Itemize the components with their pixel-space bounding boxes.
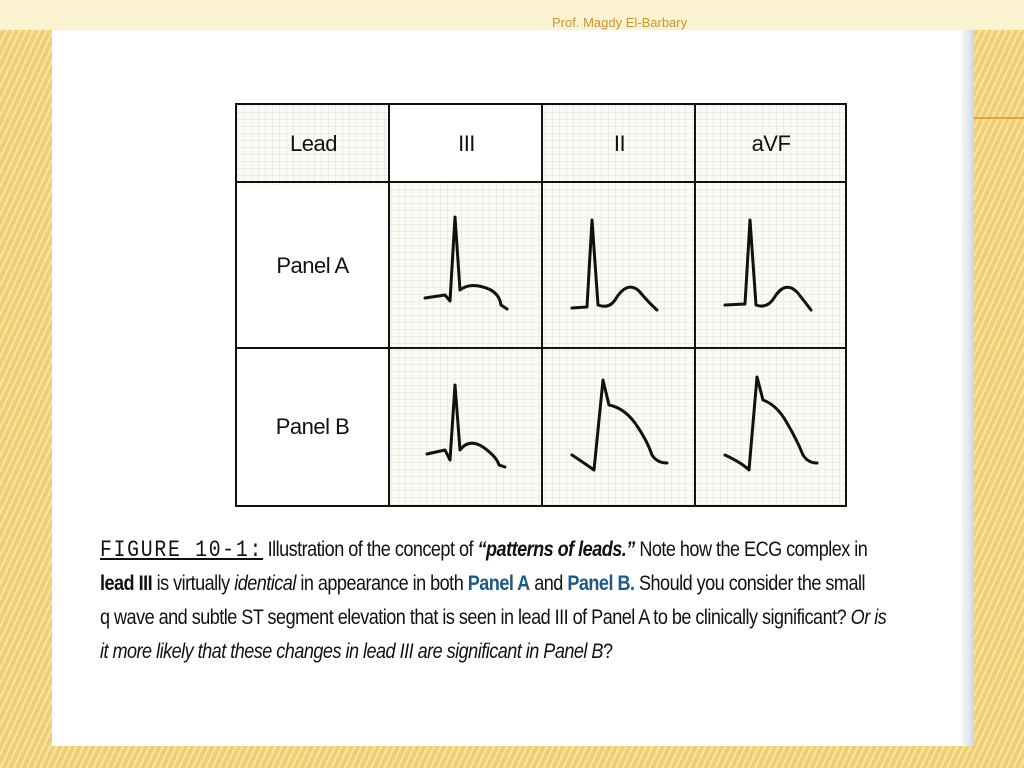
- caption-italic: identical: [234, 572, 296, 595]
- caption-emphasis: “patterns of leads.”: [477, 538, 635, 561]
- row-label-panel-a: Panel A: [237, 185, 388, 347]
- accent-line: [972, 117, 1024, 119]
- figure-label: FIGURE 10-1:: [100, 537, 264, 563]
- caption-text: is virtually: [156, 572, 230, 595]
- scan-page-edge: [962, 30, 974, 746]
- ecg-waveform-panel-b-ii: [572, 380, 667, 470]
- caption-text: Should you consider the small: [638, 572, 865, 595]
- ecg-pattern-table: [235, 103, 847, 507]
- caption-italic: Or is: [850, 606, 887, 629]
- header-lead-ii: II: [613, 131, 626, 156]
- caption-line-1: [100, 533, 868, 567]
- caption-panel-a: Panel A: [467, 572, 530, 595]
- header-lead-iii: III: [390, 105, 543, 183]
- caption-text: q wave and subtle ST segment elevation that is seen in lead III of Panel A to be clinically significant?: [100, 606, 847, 629]
- header-lead-avf: aVF: [751, 131, 791, 156]
- caption-bold-lead: lead III: [100, 572, 153, 595]
- row-label-panel-b: Panel B: [237, 349, 388, 505]
- figure-caption: [100, 533, 887, 669]
- caption-line-2: [100, 567, 865, 601]
- caption-line-3: [100, 601, 887, 635]
- slide-background-top: [0, 0, 1024, 30]
- ecg-waveforms: [237, 105, 845, 505]
- ecg-waveform-panel-a-iii: [425, 217, 507, 309]
- ecg-waveform-panel-b-avf: [725, 377, 817, 470]
- caption-text: Note how the ECG complex in: [639, 538, 868, 561]
- header-lead: Lead: [290, 131, 337, 156]
- caption-italic: it more likely that these changes in lead III are significant in Panel B: [100, 640, 603, 663]
- caption-panel-b: Panel B.: [567, 572, 635, 595]
- caption-text: and: [534, 572, 563, 595]
- caption-text: ?: [602, 640, 613, 663]
- ecg-waveform-panel-a-avf: [725, 220, 811, 310]
- ecg-waveform-panel-b-iii: [427, 385, 505, 467]
- caption-text: Illustration of the concept of: [267, 538, 473, 561]
- caption-text: in appearance in both: [300, 572, 464, 595]
- ecg-waveform-panel-a-ii: [572, 220, 657, 310]
- author-credit: Prof. Magdy El-Barbary: [552, 15, 688, 30]
- caption-line-4: [100, 635, 848, 669]
